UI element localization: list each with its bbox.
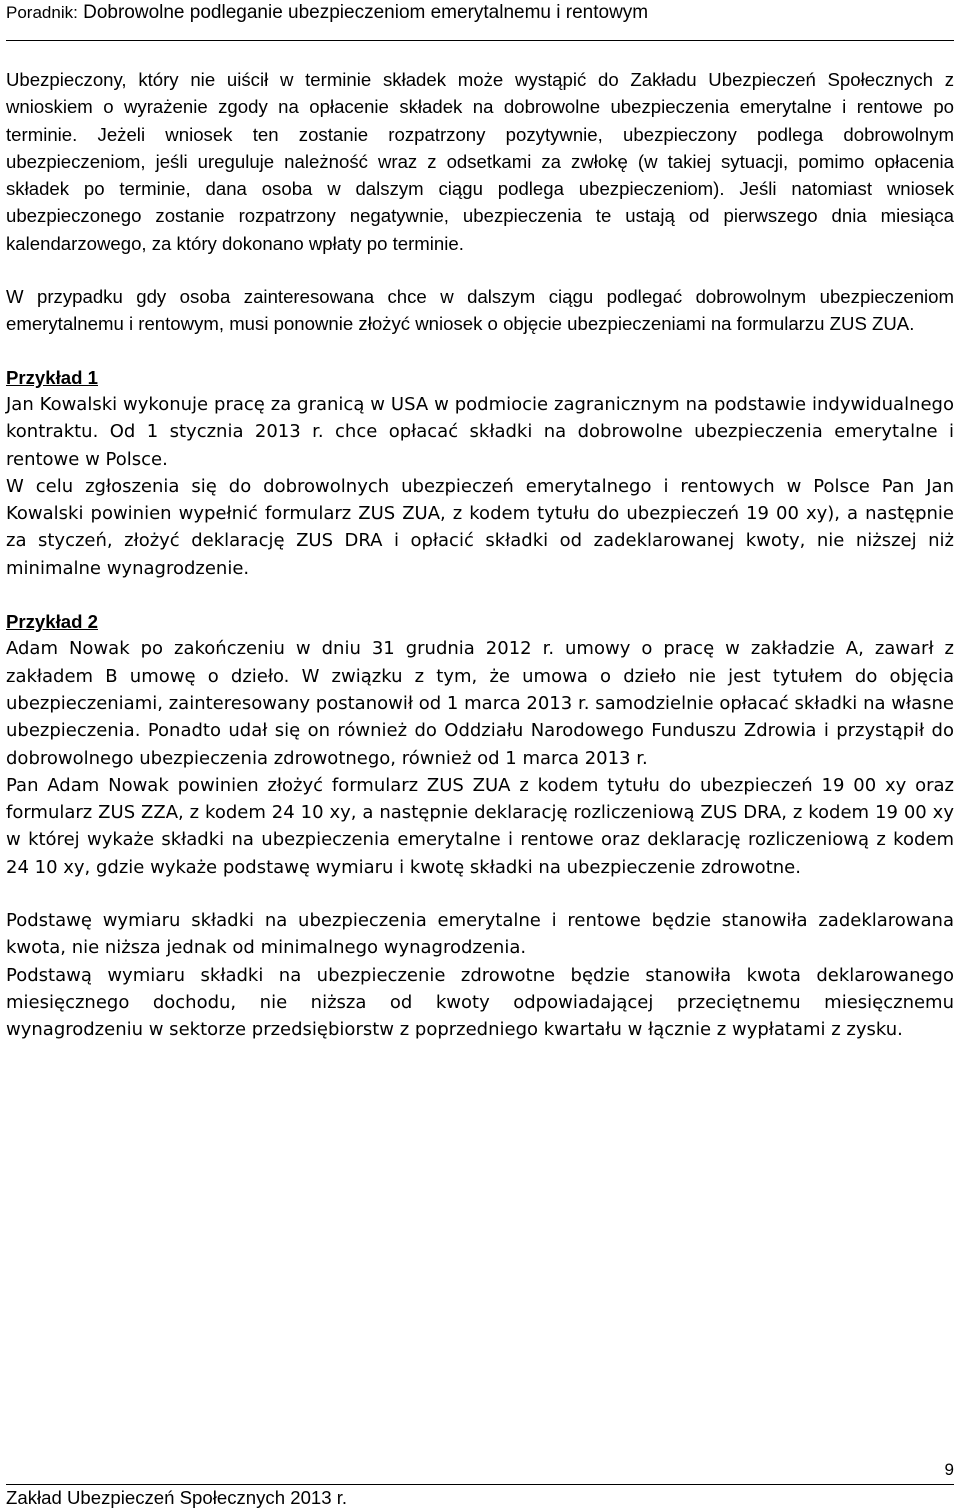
page-header: [6, 0, 954, 41]
document-body: [6, 66, 954, 1044]
example-1-heading: Przykład 1: [6, 366, 98, 388]
header-title: Dobrowolne podleganie ubezpieczeniom emerytalnemu i rentowym: [83, 2, 649, 23]
footer-divider: [6, 1484, 954, 1485]
example-2-text-1: Adam Nowak po zakończeniu w dniu 31 grudnia 2012 r. umowy o pracę w zakładzie A, zawarł z zakładem B umowę o dzieło. W związku z tym, że umowa o dzieło nie jest tytułem do objęcia ubezpieczeniami, zainteresowany postanowił od 1 marca 2013 r. samodzielnie opłacać składki na własne ubezpieczenia. Ponadto udał się on również do Oddziału Narodowego Funduszu Zdrowia i przystąpił do dobrowolnego ubezpieczenia zdrowotnego, również od 1 marca 2013 r.: [6, 638, 954, 769]
paragraph-reapply: W przypadku gdy osoba zainteresowana chce w dalszym ciągu podlegać dobrowolnym ubezpieczeniom emerytalnemu i rentowym, musi ponownie złożyć wniosek o objęcie ubezpieczeniami na formularzu ZUS ZUA.: [6, 286, 954, 335]
paragraph-late-contributions: Ubezpieczony, który nie uiścił w terminie składek może wystąpić do Zakładu Ubezpieczeń Społecznych z wnioskiem o wyrażenie zgody na opłacenie składek na dobrowolne ubezpieczenia emerytalne i rentowe po terminie. Jeżeli wniosek ten zostanie rozpatrzony pozytywnie, ubezpieczony podlega dobrowolnym ubezpieczeniom, jeśli ureguluje należność wraz z odsetkami za zwłokę (w takiej sytuacji, pomimo opłacenia składek po terminie, dana osoba w dalszym ciągu podlega ubezpieczeniom). Jeśli natomiast wniosek ubezpieczonego zostanie rozpatrzony negatywnie, ubezpieczenia te ustają od pierwszego dnia miesiąca kalendarzowego, za który dokonano wpłaty po terminie.: [6, 69, 954, 254]
footer-institution: Zakład Ubezpieczeń Społecznych 2013 r.: [6, 1487, 348, 1508]
example-2-text-3: Podstawę wymiaru składki na ubezpieczenia emerytalne i rentowe będzie stanowiła zadeklarowana kwota, nie niższa jednak od minimalnego wynagrodzenia.: [6, 910, 954, 959]
example-2-text-2: Pan Adam Nowak powinien złożyć formularz ZUS ZUA z kodem tytułu do ubezpieczeń 19 00 xy oraz formularz ZUS ZZA, z kodem 24 10 xy, a następnie deklarację rozliczeniową ZUS DRA, z kodem 19 00 xy w której wykaże składki na ubezpieczenia emerytalne i rentowe oraz deklarację rozliczeniową z kodem 24 10 xy, gdzie wykaże podstawę wymiaru i kwotę składki na ubezpieczenie zdrowotne.: [6, 774, 954, 878]
example-2-text-4: Podstawą wymiaru składki na ubezpieczenie zdrowotne będzie stanowiła kwota deklarowanego miesięcznego dochodu, nie niższa od kwoty odpowiadającej przeciętnemu miesięcznemu wynagrodzeniu w sektorze przedsiębiorstw z poprzedniego kwartału w łącznie z wypłatami z zysku.: [6, 964, 954, 1041]
example-1: [6, 391, 954, 582]
example-1-text-2: W celu zgłoszenia się do dobrowolnych ubezpieczeń emerytalnego i rentowych w Polsce Pan Jan Kowalski powinien wypełnić formularz ZUS ZUA, z kodem tytułu do ubezpieczeń 19 00 xy), a następnie za styczeń, złożyć deklarację ZUS DRA i opłacić składki od zadeklarowanej kwoty, nie niższej niż minimalne wynagrodzenie.: [6, 475, 954, 579]
example-2: [6, 635, 954, 1043]
page-number: 9: [944, 1460, 954, 1479]
example-1-text-1: Jan Kowalski wykonuje pracę za granicą w USA w podmiocie zagranicznym na podstawie indywidualnego kontraktu. Od 1 stycznia 2013 r. chce opłacać składki na dobrowolne ubezpieczenia emerytalne i rentowe w Polsce.: [6, 393, 954, 470]
header-label: Poradnik:: [6, 3, 78, 22]
example-2-heading: Przykład 2: [6, 611, 98, 633]
